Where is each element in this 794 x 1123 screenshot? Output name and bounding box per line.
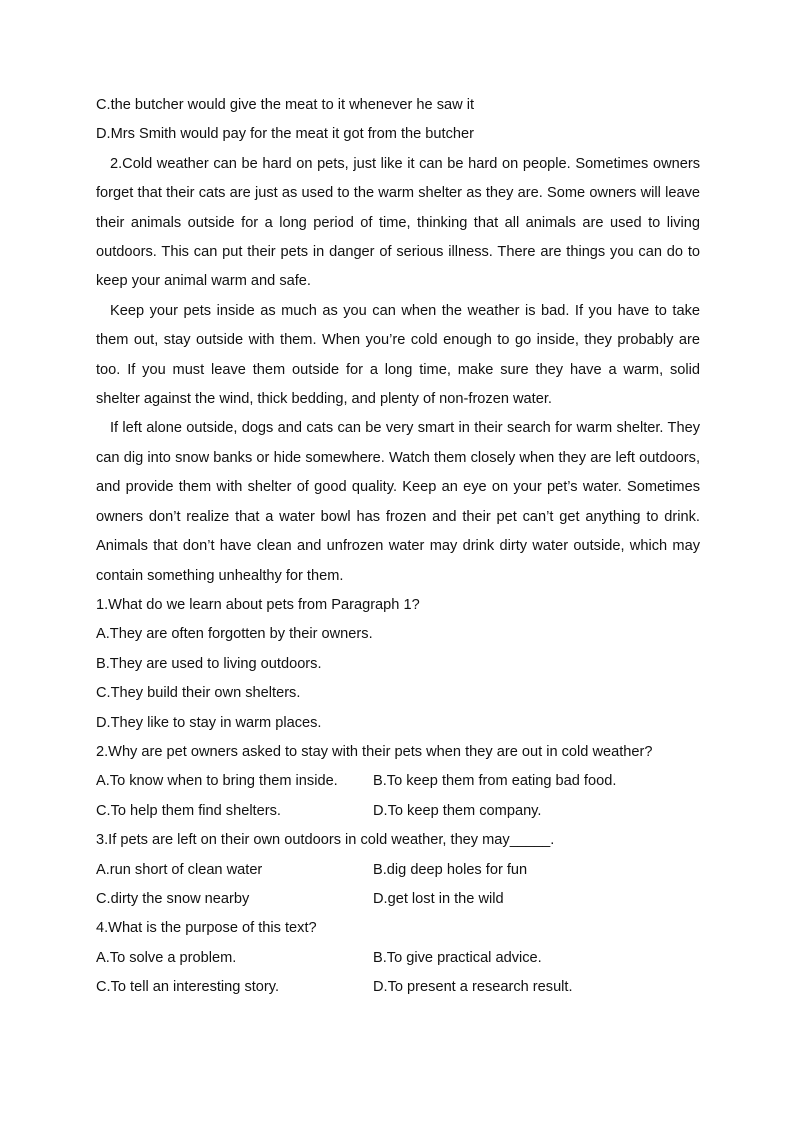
question-1-option-d: D.They like to stay in warm places. xyxy=(96,714,322,731)
question-4-option-d: D.To present a research result. xyxy=(373,979,573,996)
passage-paragraph-1: 2.Cold weather can be hard on pets, just like it can be hard on people. Sometimes owners forget that their cats are just as used to the warm shelter as they are. Some owners will leave their animals outside for a long period of time, thinking that all animals are used to living outdoors. This can put their pets in danger of serious illness. There are things you can do to keep your animal warm and safe. xyxy=(96,155,700,290)
question-2-options-row-2 xyxy=(96,797,700,826)
previous-option-d: D.Mrs Smith would pay for the meat it got from the butcher xyxy=(96,126,474,143)
question-4-option-a: A.To solve a problem. xyxy=(96,949,237,966)
question-3-option-c: C.dirty the snow nearby xyxy=(96,890,250,907)
previous-option-c: C.the butcher would give the meat to it whenever he saw it xyxy=(96,97,475,113)
question-4-options-row-1 xyxy=(96,944,700,973)
question-3 xyxy=(96,826,700,914)
passage-paragraph-2: Keep your pets inside as much as you can when the weather is bad. If you have to take them out, stay outside with them. When you’re cold enough to go inside, they probably are too. If you must leave them outside for a long time, make sure they have a warm, solid shelter against the wind, thick bedding, and plenty of non-frozen water. xyxy=(96,302,700,408)
question-2-option-b: B.To keep them from eating bad food. xyxy=(373,773,617,790)
question-1-option-a: A.They are often forgotten by their owners. xyxy=(96,626,373,643)
question-2-option-d: D.To keep them company. xyxy=(373,802,542,819)
question-3-options-row-1 xyxy=(96,856,700,885)
question-2-text: 2.Why are pet owners asked to stay with their pets when they are out in cold weather? xyxy=(96,743,653,760)
question-3-text: 3.If pets are left on their own outdoors in cold weather, they may_____. xyxy=(96,832,555,849)
question-4-text: 4.What is the purpose of this text? xyxy=(96,920,317,937)
question-1 xyxy=(96,591,700,738)
question-3-options-row-2 xyxy=(96,885,700,914)
question-2-option-a: A.To know when to bring them inside. xyxy=(96,773,338,790)
question-4-option-b: B.To give practical advice. xyxy=(373,949,542,966)
reading-passage xyxy=(96,150,700,591)
question-3-option-a: A.run short of clean water xyxy=(96,861,263,878)
question-4 xyxy=(96,914,700,1002)
question-2 xyxy=(96,738,700,826)
question-2-options-row-1 xyxy=(96,767,700,796)
question-2-option-c: C.To help them find shelters. xyxy=(96,802,281,819)
question-1-option-c: C.They build their own shelters. xyxy=(96,685,301,702)
document-page xyxy=(96,91,700,1003)
question-3-option-b: B.dig deep holes for fun xyxy=(373,861,528,878)
question-4-option-c: C.To tell an interesting story. xyxy=(96,979,280,996)
question-4-options-row-2 xyxy=(96,973,700,1002)
question-1-option-b: B.They are used to living outdoors. xyxy=(96,655,322,672)
question-3-option-d: D.get lost in the wild xyxy=(373,890,504,907)
question-1-text: 1.What do we learn about pets from Paragraph 1? xyxy=(96,596,420,613)
passage-paragraph-3: If left alone outside, dogs and cats can be very smart in their search for warm shelter. They can dig into snow banks or hide somewhere. Watch them closely when they are left outdoors, and provide them with shelter of good quality. Keep an eye on your pet’s water. Sometimes owners don’t realize that a water bowl has frozen and their pet can’t get anything to drink. Animals that don’t have clean and unfrozen water may drink dirty water outside, which may contain something unhealthy for them. xyxy=(96,420,700,584)
